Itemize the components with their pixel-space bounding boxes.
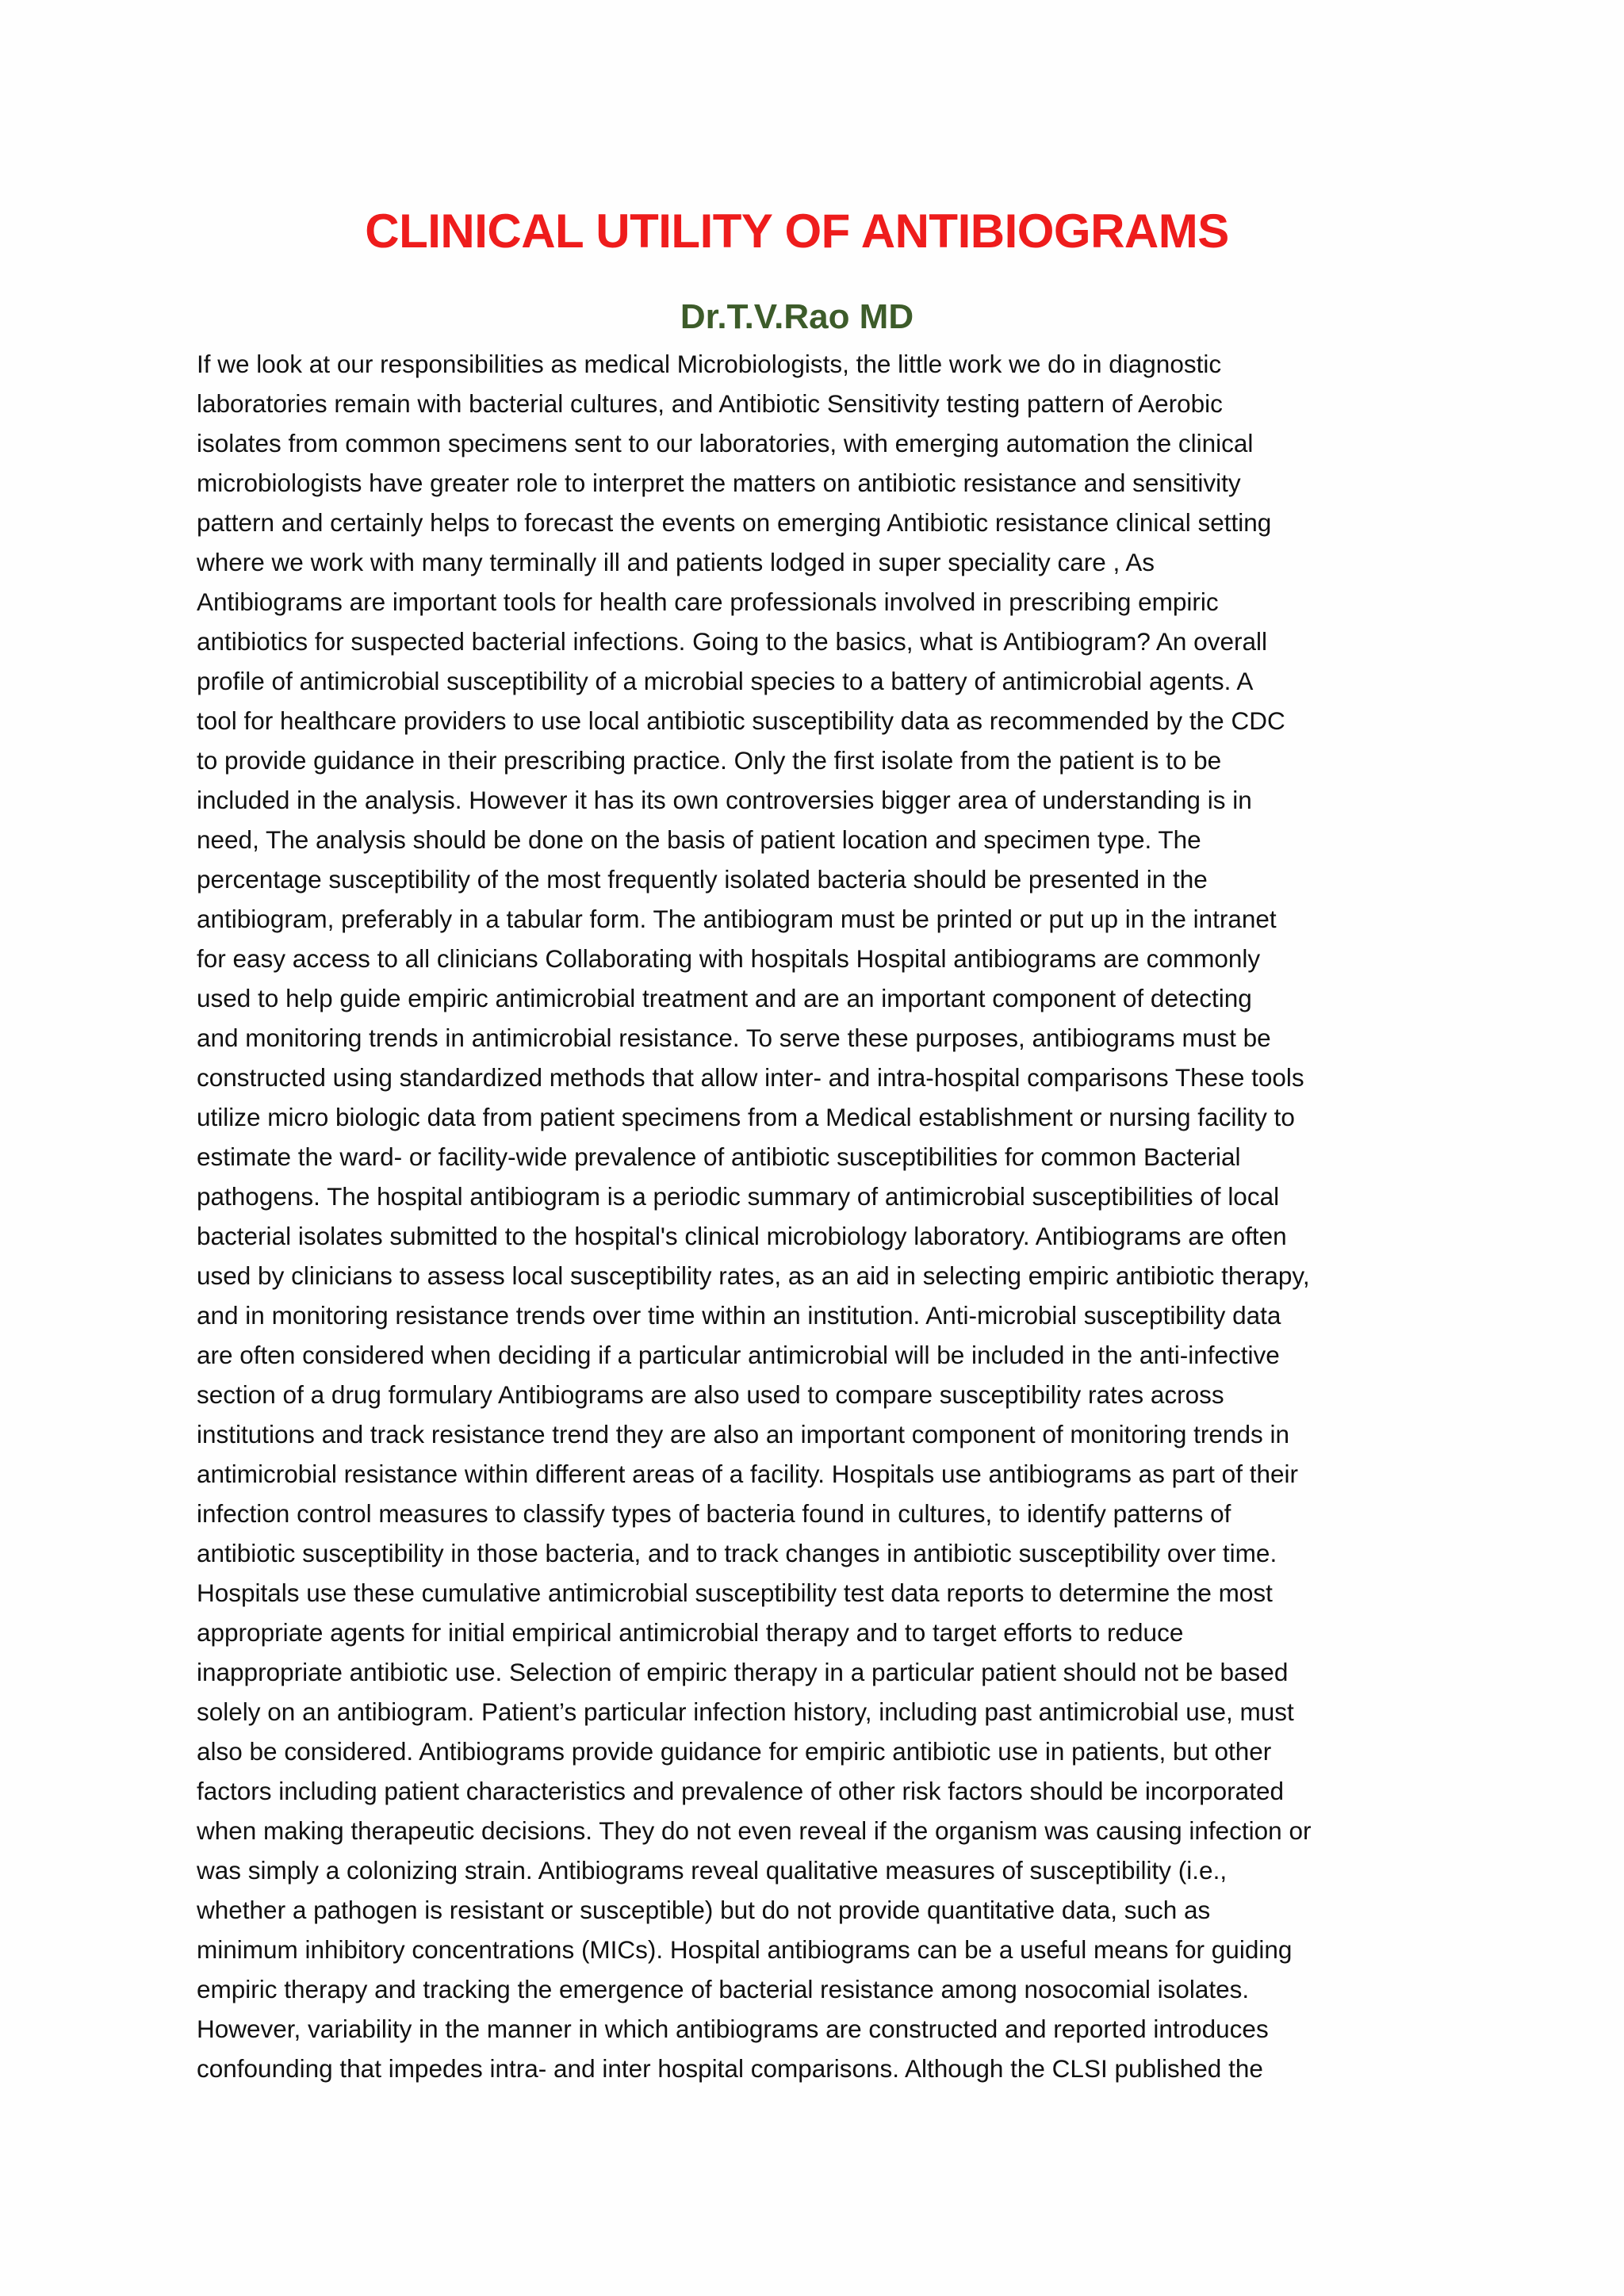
document-body <box>197 344 1434 2088</box>
body-text-line: pathogens. The hospital antibiogram is a periodic summary of antimicrobial susceptibilities of local <box>197 1182 1280 1211</box>
body-text-line: confounding that impedes intra- and inter hospital comparisons. Although the CLSI published the <box>197 2054 1263 2083</box>
body-text-line: need, The analysis should be done on the basis of patient location and specimen type. The <box>197 825 1201 854</box>
body-text-line: used by clinicians to assess local susceptibility rates, as an aid in selecting empiric antibiotic therapy, <box>197 1261 1310 1290</box>
body-text-line: to provide guidance in their prescribing practice. Only the first isolate from the patient is to be <box>197 746 1222 775</box>
body-text-line: utilize micro biologic data from patient specimens from a Medical establishment or nursing facility to <box>197 1103 1295 1131</box>
body-text-line: constructed using standardized methods that allow inter- and intra-hospital comparisons These tools <box>197 1063 1304 1092</box>
body-text-line: and in monitoring resistance trends over time within an institution. Anti-microbial susceptibility data <box>197 1301 1281 1330</box>
body-text-line: infection control measures to classify types of bacteria found in cultures, to identify patterns of <box>197 1499 1231 1528</box>
body-text-line: laboratories remain with bacterial cultures, and Antibiotic Sensitivity testing pattern of Aerobic <box>197 389 1223 418</box>
body-text-line: used to help guide empiric antimicrobial treatment and are an important component of detecting <box>197 984 1252 1012</box>
body-text-line: Hospitals use these cumulative antimicrobial susceptibility test data reports to determine the most <box>197 1578 1273 1607</box>
body-text-line: bacterial isolates submitted to the hospital's clinical microbiology laboratory. Antibiograms are often <box>197 1222 1287 1250</box>
body-text-line: are often considered when deciding if a particular antimicrobial will be included in the anti-infective <box>197 1341 1280 1369</box>
body-text-line: If we look at our responsibilities as medical Microbiologists, the little work we do in diagnostic <box>197 350 1222 378</box>
body-text-line: when making therapeutic decisions. They do not even reveal if the organism was causing infection or <box>197 1816 1312 1845</box>
body-text-line: percentage susceptibility of the most frequently isolated bacteria should be presented in the <box>197 865 1208 894</box>
body-text-line: empiric therapy and tracking the emergence of bacterial resistance among nosocomial isolates. <box>197 1975 1250 2003</box>
body-text-line: institutions and track resistance trend they are also an important component of monitoring trends in <box>197 1420 1289 1448</box>
body-text-line: for easy access to all clinicians Collaborating with hospitals Hospital antibiograms are commonly <box>197 944 1261 973</box>
body-text-line: Antibiograms are important tools for health care professionals involved in prescribing empiric <box>197 587 1219 616</box>
body-text-line: antimicrobial resistance within different areas of a facility. Hospitals use antibiograms as part of their <box>197 1460 1298 1488</box>
body-text-line: factors including patient characteristics and prevalence of other risk factors should be incorporated <box>197 1777 1284 1805</box>
body-text-line: minimum inhibitory concentrations (MICs). Hospital antibiograms can be a useful means for guiding <box>197 1935 1293 1964</box>
body-text-line: and monitoring trends in antimicrobial resistance. To serve these purposes, antibiograms must be <box>197 1024 1271 1052</box>
body-text-line: tool for healthcare providers to use local antibiotic susceptibility data as recommended by the CDC <box>197 706 1285 735</box>
body-text-line: However, variability in the manner in which antibiograms are constructed and reported introduces <box>197 2015 1269 2043</box>
body-text-line: included in the analysis. However it has its own controversies bigger area of understanding is in <box>197 786 1252 814</box>
document-title: CLINICAL UTILITY OF ANTIBIOGRAMS <box>365 205 1229 258</box>
body-text-line: appropriate agents for initial empirical antimicrobial therapy and to target efforts to reduce <box>197 1618 1184 1647</box>
body-text-line: estimate the ward- or facility-wide prevalence of antibiotic susceptibilities for common Bacterial <box>197 1142 1241 1171</box>
body-text-line: whether a pathogen is resistant or susceptible) but do not provide quantitative data, such as <box>197 1896 1211 1924</box>
body-text-line: solely on an antibiogram. Patient’s particular infection history, including past antimicrobial use, must <box>197 1697 1294 1726</box>
body-text-line: was simply a colonizing strain. Antibiograms reveal qualitative measures of susceptibility (i.e., <box>197 1856 1228 1885</box>
body-text-line: antibiotic susceptibility in those bacteria, and to track changes in antibiotic susceptibility over time. <box>197 1539 1277 1567</box>
body-text-line: section of a drug formulary Antibiograms are also used to compare susceptibility rates across <box>197 1380 1224 1409</box>
body-text-line: profile of antimicrobial susceptibility of a microbial species to a battery of antimicrobial agents. A <box>197 667 1254 695</box>
body-text-line: also be considered. Antibiograms provide guidance for empiric antibiotic use in patients, but other <box>197 1737 1272 1766</box>
body-text-line: microbiologists have greater role to interpret the matters on antibiotic resistance and sensitivity <box>197 469 1241 497</box>
document-author: Dr.T.V.Rao MD <box>680 297 914 336</box>
body-text-line: isolates from common specimens sent to our laboratories, with emerging automation the clinical <box>197 429 1254 457</box>
body-text-line: inappropriate antibiotic use. Selection of empiric therapy in a particular patient should not be based <box>197 1658 1289 1686</box>
body-text-line: antibiotics for suspected bacterial infections. Going to the basics, what is Antibiogram? An overall <box>197 627 1267 656</box>
body-text-line: pattern and certainly helps to forecast the events on emerging Antibiotic resistance clinical setting <box>197 508 1272 537</box>
body-text-line: where we work with many terminally ill and patients lodged in super speciality care , As <box>197 548 1155 576</box>
body-text-line: antibiogram, preferably in a tabular form. The antibiogram must be printed or put up in the intranet <box>197 905 1277 933</box>
